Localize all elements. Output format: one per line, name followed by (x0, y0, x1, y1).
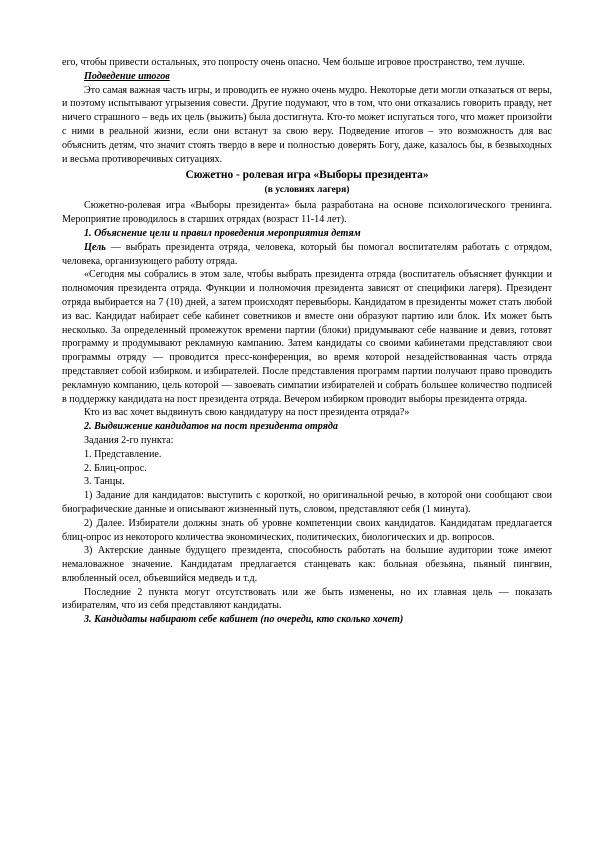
task-item: 3. Танцы. (84, 476, 125, 488)
goal-paragraph (62, 241, 552, 269)
task-item: 2. Блиц-опрос. (84, 462, 147, 474)
task-detail-paragraph: 1) Задание для кандидатов: выступить с короткой, но оригинальной речью, в которой они сообщают свои биографические данные и описывают жизненный путь, словом, представляют себя (1 минута). (62, 490, 552, 515)
goal-label: Цель (84, 241, 106, 253)
intro-continuation-paragraph: его, чтобы привести остальных, это попросту очень опасно. Чем больше игровое пространство, тем лучше. (62, 57, 525, 68)
results-heading-label: Подведение итогов (84, 70, 170, 82)
game-title: Сюжетно - ролевая игра «Выборы президента» (185, 169, 429, 182)
document-page (62, 56, 552, 627)
results-heading (62, 70, 552, 84)
section2-heading: 2. Выдвижение кандидатов на пост президента отряда (84, 421, 338, 433)
description-paragraph: Сюжетно-ролевая игра «Выборы президента» была разработана на основе психологического тренинга. Мероприятие проводилось в старших отрядах (возраст 11-14 лет). (62, 200, 552, 226)
speech-paragraph: «Сегодня мы собрались в этом зале, чтобы выбрать президента отряда (воспитатель объясняет функции и полномочия президента отряда. Функции и полномочия президента зависят от специфики лагеря). Президент отряда выбирается на 7 (10) дней, а затем происходят перевыборы. Кандидатом в президенты может стать любой из вас. Кандидат набирает себе кабинет советников и вместе они образуют партию или блок. Их может быть несколько. За определенный промежуток времени партии (блоки) придумывают себе название и девиз, готовят программу и продумывают рекламную кампанию. Затем кандидаты со своими кабинетами представляют свои программы отряду — проводится пресс-конференция, во время которой незадействованная часть отряда представляет собой избирком. и избирателей. После представления программ партии получают право проводить рекламную компанию, цель которой — завоевать симпатии избирателей и собрать большее количество подписей в поддержку кандидата на пост президента отряда. Вечером избирком проводит выборы президента отряда. (62, 269, 552, 405)
tasks-intro: Задания 2-го пункта: (84, 434, 174, 446)
task-detail-paragraph: 2) Далее. Избиратели должны знать об уровне компетенции своих кандидатов. Кандидатам предлагается блиц-опрос из некоторого количества экономических, политических, биологических и др. вопросов. (62, 517, 552, 543)
task-detail-paragraph: 3) Актерские данные будущего президента, способность работать на большие аудитории тоже имеют немаловажное значение. Кандидатам предлагается станцевать как: больная обезьяна, пьяный пингвин, влюбленный осел, объевшийся медведь и т.д. (62, 545, 552, 584)
task-item: 1. Представление. (84, 448, 162, 460)
results-paragraph: Это самая важная часть игры, и проводить ее нужно очень мудро. Некоторые дети могли отказаться от веры, и поэтому испытывают угрызения совести. Другие подумают, что в том, что они отказались говорить правду, нет ничего страшного – ведь их цель (выжить) была достигнута. Кто-то может испугаться того, что может произойти с ними в реальной жизни, если они встанут за свою веру. Подведение итогов – это возможность для вас объяснить детям, что значит стоять твердо в вере и полностью доверять Богу, даже, казалось бы, в безвыходных и весьма противоречивых ситуациях. (62, 84, 552, 165)
closing-note-paragraph: Последние 2 пункта могут отсутствовать или же быть изменены, но их главная цель — показать избирателям, что из себя представляют кандидаты. (62, 586, 552, 612)
speech-question: Кто из вас хочет выдвинуть свою кандидатуру на пост президента отряда?» (84, 407, 410, 419)
section1-heading: 1. Объяснение цели и правил проведения мероприятия детям (84, 227, 361, 239)
goal-text: — выбрать президента отряда, человека, который бы помогал воспитателям работать с отрядом, человека, организующего работу отряда. (62, 241, 552, 267)
game-subtitle: (в условиях лагеря) (264, 184, 350, 196)
section3-heading: 3. Кандидаты набирают себе кабинет (по очереди, кто сколько хочет) (84, 614, 404, 626)
